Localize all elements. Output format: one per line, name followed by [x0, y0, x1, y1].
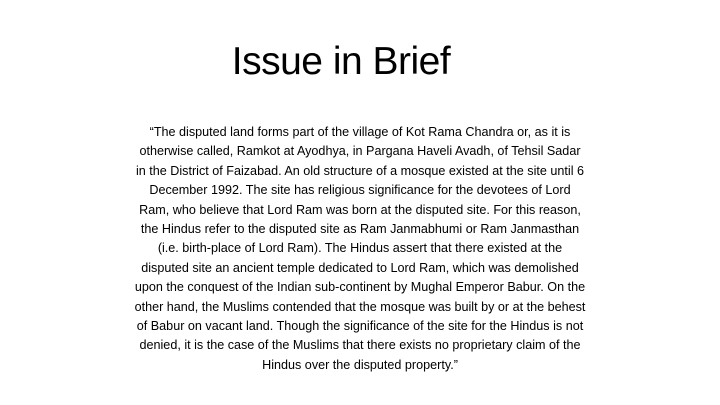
quote-line: in the District of Faizabad. An old structure of a mosque existed at the site until 6 [135, 163, 584, 178]
quote-line: otherwise called, Ramkot at Ayodhya, in Pargana Haveli Avadh, of Tehsil Sadar [139, 144, 581, 159]
quote-line: December 1992. The site has religious significance for the devotees of Lord [149, 183, 571, 198]
quote-line: “The disputed land forms part of the village of Kot Rama Chandra or, as it is [149, 125, 571, 139]
quote-line: disputed site an ancient temple dedicated to Lord Ram, which was demolished [141, 260, 579, 275]
quote-body [116, 123, 604, 375]
slide-title: Issue in Brief [231, 40, 451, 83]
quote-line: Ram, who believe that Lord Ram was born at the disputed site. For this reason, [139, 202, 581, 217]
quote-line: denied, it is the case of the Muslims that there exists no proprietary claim of the [139, 338, 581, 353]
quote-line: (i.e. birth-place of Lord Ram). The Hindus assert that there existed at the [157, 241, 563, 256]
quote-line: the Hindus refer to the disputed site as Ram Janmabhumi or Ram Janmasthan [140, 222, 580, 237]
quote-line: of Babur on vacant land. Though the significance of the site for the Hindus is not [136, 319, 584, 334]
quote-line: upon the conquest of the Indian sub-continent by Mughal Emperor Babur. On the [134, 280, 586, 295]
quote-line: Hindus over the disputed property.” [262, 357, 458, 372]
quote-line: other hand, the Muslims contended that the mosque was built by or at the behest [134, 299, 586, 314]
